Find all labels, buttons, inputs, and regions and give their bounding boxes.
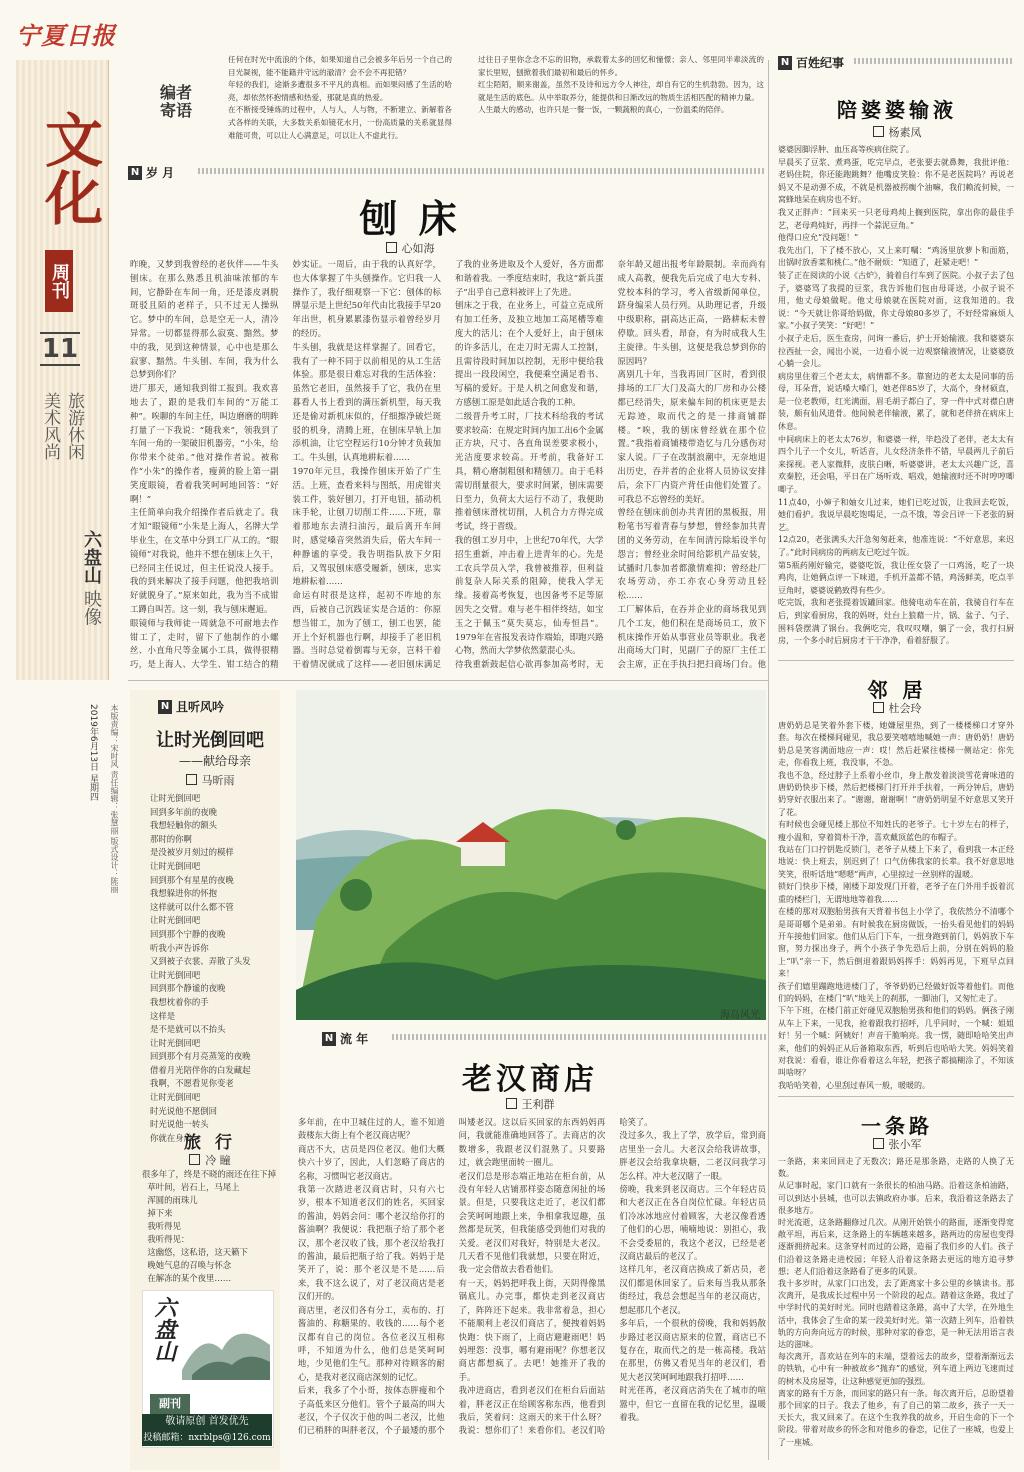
baixing-tag-label: 百姓纪事 <box>796 56 845 70</box>
liupanshan-contact: 投稿邮箱：nxrblps@126.com <box>142 1430 272 1446</box>
editor-note-col1: 任何在时光中流浪的个体，如果知道自己会被多年后另一个自己的目光凝视，能不能籍并守远的澈清？会不会不再犯错？ 年轻的我们，途渐多遭很多不平凡的真相。而如果闷感了生活的哈亮，却依然怀抱情感和热爱，那就是真的热爱。 在不断接受锤炼的过程中，人与人，人与物，不断建立、新解着各式各样的关联，大多数关系如镜花水月，一份高质量的关系就显得难能可贵，可以让人心满意足，可以让人不虚此行。 <box>228 55 452 140</box>
baixing-tag: N 百姓纪事 <box>778 54 844 71</box>
linju-title: 邻 居 <box>867 678 927 702</box>
shiguang-subtitle: ——献给母亲 <box>178 754 251 768</box>
suiyue-title: 刨 床 <box>359 196 461 241</box>
suiyue-author-name: 心如海 <box>401 242 435 255</box>
column-topics <box>36 392 86 460</box>
yilu-author-name: 张小军 <box>888 1138 922 1151</box>
shiguang-author-name: 马昕雨 <box>201 774 235 787</box>
liunian-author-name: 王利群 <box>521 1098 555 1111</box>
shiguang-body: 让时光倒回吧 回到多年前的夜晚 我想轻触你的额头 那时的你啊 是没被岁月刻过的模样 让时光倒回吧 回到那个有星星的夜晚 我想躲进你的怀抱 这样就可以什么都不管 让时光倒回吧 回到那个宁静的夜晚 听我小声告诉你 又到被子衣裳、弄散了头发 让时光倒回吧 回到那个静谧的夜晚 我想枕着你的手 这样是 是不是就可以不抬头 让时光倒回吧 回到那个有月亮蒸笼的夜晚 借着月光陪伴你的白发藏起 我啊，不愿看见你变老 让时光倒回吧 时光说他不愿倒回 时光说他一转头 你就在身后 <box>150 793 251 1143</box>
linju-author <box>780 700 1014 716</box>
page-number: 11 <box>41 334 79 364</box>
photo-caption: 海岛风光 <box>720 1010 760 1021</box>
lvxing-author-name: 冷 瞳 <box>205 1154 231 1167</box>
topic-liupanshan: 六盘山 <box>81 530 102 584</box>
credits: 本版责编：宋时风 责任编辑：张慧丽 版式设计：陈丽 <box>110 704 119 894</box>
mountain-art <box>182 1300 270 1380</box>
lvxing-title: 旅 行 <box>184 1133 236 1153</box>
liunian-title: 老汉商店 <box>462 1062 598 1097</box>
suiyue-author <box>330 240 490 256</box>
suiyue-body: 昨晚，又梦到我曾经的老伙伴——牛头刨床。在那么熟悉且机油味浓郁的车间，它静卧在车间一角，还是漆皮剥脱斑驳且陌的老样子，只不过无人操纵它。梦中的车间，总是空无一人，清冷异常。一切都显得那么寂寞、黯然。梦中的我，见到这种情景，心中也是那么寂寥、黯然。牛头刨、车间，我为什么总梦到你们？ 进厂那天，通知我到钳工报到。我欢喜地去了，跟的是我们车间的“万能工种”。唉聊的车间主任，叫边磨磨的明眸打量了一下我说：“随我来”，领我到了车间一角的一架破旧机器旁，“小朱，给你带来个徒弟。”他对操作者说。被称作“小朱”的操作者，瘦黄的脸上第一副笑度眼镜，看着我笑呵呵地回答：“好啊！” 主任简单向我介绍操作者后就走了。我才知“眼镜师”小朱是上海人，名牌大学毕业生，在文革中分到工厂从工的。“眼镜师”对我说，他并不想在刨床上久干，已经同主任说过，但主任说没人接手。我的到来解决了接手问题，他把我培训好就脱身了。”原来如此，我为当不成钳工蹲自叫苦。这一刻，我与刨床邂逅。 眼镜师与我师徒一周就急不可耐地去作钳工了，走时，留下了他制作的小螺丝、小直角尺等金属小工具，做得很精巧，是上海人、大学生、钳工结合的精妙实证。一周后，由于我的认真好学，也大体掌握了牛头刨操作。它归我一人操作了，我仔细观察一下它：刨体的标牌显示是上世纪50年代由比我接手早20年出世，机身累累漆伤显示着曾经岁月的经历。 牛头刨，我就是这样掌握了。回看它，我有了一种不同于以前相见的从工生活体验。那是很日难忘对我的生活体验：虽然它老旧，虽然接手了它，我仍在里暮看人书上看到的满压新机型，每天我还是偷对新机床似的，仔细擦净破烂斑驳的机身，清腾上班，在刨床早轨上加添机油，让它空程运行10分钟才负载加工。牛头刨，认真地耕耘着…… 1970年元旦，我操作刨床开始了广生活。上班，查看来料与图纸，用虎钳夹装工件，装好刨刀，打开电钮，插动机床手轮，让刨刀切削工件……下班，靠着那地东去清扫油污，最后离开车间时，感觉嗓音突然消失后，偌大车间一种静谧的享受。我告明指队放下夕阳后，又驾驭刨床感受履新，刨床，忠实地耕耘着…… 命运有时很是这样，起初不咋地的东西，后被自己沉践证实是合适的：你原想当钳工，加为了刨工，刨工也罢，能开上个好机器也行啊，却接手了老旧机器。当时总觉着倒霉与无奈，岂料干着干着情况就成了这样——老旧刨床满足了我的业务进取及个人爱好，各方面都和谐着我。一季度结束时，我这“新兵蛋子”出乎自己意料被评上了先进。 刨床之于我，在业务上，可益立克成所有加工任务，及独立地加工高尾槽等难度大的活儿；在个人爱好上，由于刨床的许多活儿，在走刀时无需人工控制，且需待段时间加以控制，无形中便给我提出一段段闲空，我便乘空满足看书、写稿的爱好。于是人机之间愈发和谐，方感刨工原是如此适合我的工种。 二级晋升考工时，厂技术科给我的考试要求较高：在规定时间内加工出6个金属正方块，尺寸、各直角误差要求极小，光洁度要求较高。开考前，我备好工具，精心磨制粗刨和精刨刀。由于毛料需切削量很大，要求时间紧，刨床需要日至力，负荷太大运行不动了，我便助推着刨床滑枕切削，人机合力方得完成考试，终于晋级。 我的刨工岁月中，上世纪70年代，大学招生重新，冲击着上进青年的心。先是工农兵学员入学，我曾被推荐，但利益前复杂人际关系的阻障，使我入学无缘。接着高考恢复，也因备考不足等原因失之交臂。难与老牛相伴终结，如宝玉之于佩玉“莫失莫忘，仙寿恒昌”。1979年在省报发表诗作端始，即跑兴路心物，然而大学梦依然蒙混心头。 待我重新鼓起信心欲再参加高考时，无奈年龄又超出报考年龄限制。幸而尚有成人高教，便我先后完成了电大专科、党校本科的学习，考入省级新闻单位，跻身编采人员行列。从助理记者，升级中级职称，副高达正高，一路耕耘未曾停歇。回头看，昂奋，有为时成我人生主旋律。牛头刨，这便是我总梦到你的原因吗？ 离别几十年，当我再回厂区时，看到很排场的工厂大门及高大的厂房和办公楼都已经消失，原来偏车间的机床更是去无踪迹，取而代之的是一排商铺群楼。“唉，我的刨床曾经就在那个位置。”我指着商铺楼带造忆与几分感伤对家人说。厂子在改制浪潮中，无奈地退出历史，吞并者的企业将人员协议安排后，余下厂内资产背任由他们处置了。可我总不忘曾经的美好。 曾经在刨床前创办共青团的黑板报，用粉笔书写着青春与梦想，曾经参加共青团的义务劳动，在车间清污除垢设半句怨言；曾经业余时间给影机产品安装，试播时几参加者都激情难抑；曾经赴厂农场劳动，亦工亦农心身劳动且轻松…… 工厂解体后，在吞并企业的商场我见到几个工友，他们积在是商场员工，放下机床操作开始从事营业员等职业。我老出商场大门时，见副厂子的原厂主任工会主席，正在手执扫把扫商场门台。他 <box>130 259 766 670</box>
edition-date: 2019年6月13日 星期四 <box>88 704 98 801</box>
baixing-author-name: 杨素凤 <box>888 126 922 139</box>
baixing-body: 婆婆因脚浮肿、血压高等疾病住院了。 早晨买了豆浆、煮鸡蛋，吃完早点，老张要去就鼻舞，我批评他：老妈住院，你还能跑跳舞？他嘴皮笑脸：你不是老医院吗？再说老妈又不是动弹不成，不就是机器被拐瘸个油嘛，我们赖流何候，一窝蜂地呆在病房也不好。 我又正胖声：“回来买一只老母鸡炖上搁到医院，拿出你的最佳手艺，老母鸡炖好，再拌一个蒜泥豆角。” 他得口应允“没问题！” 我先出门，下了楼不放心，又上来叮嘱：“鸡汤里放萝卜和面筋，出锅时放香菜和桃仁。”他不耐烦：“知道了，赶紧走吧！” 装了正在阅读的小说《古炉》，骑着自行车到了医院。小叔子去了包子，婆婆骂了我提的豆浆，我告诉他们包由母哥送，小叔子说不用，他丈母娘做呢。他丈母娘就在医院对面，这我知道的。我说：“今天就让你哥给妈做，你丈母娘80多岁了，不好经常麻烦人家。”小叔子笑笑：“好吧！” 小叔子走后，医生查房，问询一番后，护士开始输液。我和婆婆东拉西扯一会，闻出小说，一边看小说一边观察输液情况，让婆婆放心躺一会儿。 病房里住着三个老太太，病情都不多。靠窗边的老太太是同事的岳母，耳朵背，说话嗓大嗓门，她老伴85岁了，大高个，身材硕直，是一位老教师，红光满面，眉毛胡子都白了，穿一件中式对襟白唐装，颇有仙风道骨。他间候老伴输液，累了，就和老伴挤在病床上休息。 中间病床上的老太太76岁，和婆婆一样，毕趋没了老伴，老太太有四个儿子一个女儿，听话音，儿女经济条件不错，早晨两儿子前后来探视。老人家微胖，皮肤白晰，听婆婆讲，老太太兴趣广泛，喜欢秦腔，还会唱，平日在广场听戏、唱戏，她输液时还不时哼哼唧唧子。 11点40，小婶子和妯女儿过来，她们已吃过饭，让我回去吃饭，她们看护。我说早晨吃饱喝足，一点不饿，等会吕评一下老张的厨艺。 12点20，老张满头大汗急匆匆赶来，他准连说：“不好意思，来迟了。”此时同病房的两病友已吃过午饭。 第5瓶药刚好输完，婆婆吃饭，我让侄女袋了一口鸡汤，吃了一块鸡肉，让她俩点评一下味道，手机开盖都不错，鸡汤鲜美，吃点半豆角时，婆婆说鹤致得有些少。 吃完饭，我和老张提着饭罐回家。他骑电动车在前，我骑自行车在后，到家看厨房，我的妈呀，灶台上狼藉一片，锅、盆子、勺子、围料袋摆满了锅台。我俩吃完，我叹叹嘲，躺了一会，我打扫厨房，一个多小时后厨房才干干净净，看着舒服了。 <box>778 145 1014 646</box>
weekly-label: 周刊 <box>45 250 73 312</box>
newspaper-logo: 宁夏日报 <box>16 21 116 50</box>
liunian-body: 多年前，在中卫城住过的人，谁不知道鼓楼东大街上有个老汉商店呢？ 商店不大，店员是四位老汉。他们大概快六十岁了，因此，人们忽略了商店的名称，习惯叫它老汉商店。 我第一次踏进老汉商店时，只有六七岁，根本不知道老汉们的姓名，买回家的酱油，妈妈会问：哪个老汉给你打的酱油啊？我便说：我把瓶子给了那个老汉，那个老汉收了钱，那个老汉给我打的酱油，最后把瓶子给了我。妈妈于是笑开了，说：那个老汉是不是……后来，我不这么说了，对了老汉商店是老汉们开的。 商店里，老汉们各有分工，卖布的、打酱油的、称糖果的、收钱的……每个老汉都有自己的岗位。各位老汉互相称呼，不知道为什么，他们总是笑呵呵地，少见他们生气。那种对待顾客的耐心，是我对老汉商店深刻的记忆。 后来，我多了个小哥，按体态胖瘦和个子高低来区分他们。管个子最高的叫大老汉，个子仅次于他的叫二老汉，比他们已稍胖的叫胖老汉，个子最矮的那个叫矮老汉。这以后买回家的东西妈妈再问，我就能准确地回答了。去商店的次数增多，我跟老汉们混熟了。只要路过，就会跑里面转一圈儿。 老汉们总是形态端正地站在柜台前，从没有年轻人店铺那样姿态随意闲扯的场景。但是，只要我这走近了，老汉们都会笑呵呵地跟上来，争相拿我逗趣，虽然都是玩笑，但我能感受到他们对我的关爱。老汉们对我好，特别是大老汉。几天看不见他们我就想，只要在附近，我一定会借故去看看他们。 有一天，妈妈把呼我上街，天阴得像黑锅底儿。办完事，都快走到老汉商店了，阵阵还下起来。我非常着急，担心不能顺利上老汉们商店了，便拽着妈妈快跑：快下雨了，上商店避避雨吧！妈妈埋怨：没事，哪有避雨呢？你想老汉商店都想疯了。去吧！她推开了我的手。 我冲进商店，看到老汉们在柜台后面站着，胖老汉正在给顾客称东西，他看到我后，笑着问：这雨天的来干什么呀？我说：想你们了！来看你们。老汉们哈哈笑了。 没过多久，我上了学，放学后，常到商店里坐一会儿。大老汉会给我讲故事，胖老汉会给我拿块糖，二老汉问我学习怎么样。冲大老汉瞎了一眼。 傍晚，我来到老汉商店。三个年轻店员和大老汉正在各自岗位忙碌。年轻店员们冷冰冰地应付着顾客，大老汉像看透了他们的心思，喃喃地说：别担心，我不会受委屈的，我这个老汉，已经是老汉商店最后的老汉了。 这样几年，老汉商店换成了新店员，老汉们都退休回家了。后来每当我从那条街经过，我总会想起当年的老汉商店，想起那几个老汉。 多年后，一个很秋的傍晚，我和妈妈散步路过老汉商店原来的位置，商店已不复存在，取而代之的是一栋高楼。我站在那里，仿佛又看见当年的老汉们，看见大老汉笑呵呵地跟我打招呼…… 时光荏苒，老汉商店消失在了城市的喧嚣中，但它一直留在我的记忆里，温暖着我。 <box>298 1117 766 1436</box>
liunian-tag-label: 流 年 <box>340 1032 369 1046</box>
topic-travel: 旅游休闲 <box>64 392 84 460</box>
column-topics-2 <box>62 530 102 690</box>
editor-note-label: 编者寄语 <box>160 83 193 120</box>
yilu-author <box>780 1136 1014 1152</box>
suiyue-tag-label: 岁 月 <box>146 166 175 180</box>
section-title: 文化 <box>35 110 103 226</box>
yilu-title: 一条路 <box>861 1114 933 1138</box>
suiyue-tag: N 岁 月 <box>128 164 174 181</box>
shiguang-author <box>140 772 280 788</box>
liupanshan-notice: 敬请原创 首发优先 <box>142 1414 272 1430</box>
topic-image: 映像 <box>81 589 102 626</box>
yilu-body: 一条路，来来回回走了无数次；路还是那条路，走路的人换了无数。 从记事时起，家门口就有一条很长的柏油马路。沿着这条柏油路，可以到达小县城，也可以去镇政府办事。后来，我沿着这条路去了很多地方。 时光流逝，这条路翻修过几次。从刚开始铁小的路面，逐渐变得宽敞平坦，再后来，这条路上的车辆越来越多，路两边的房屋也变得逐渐拥挤起来。这条穿村而过的公路，造福了我们乡的人们。孩子们沿着这条路走进校园；年轻人沿着这条路去更远的地方追寻梦想；老人们沿着这条路看了更多的风景。 我十多岁时，从家门口出发，去了距离家十多公里的乡镇读书。那次离开，是我成长过程中另一个阶段的起点。踏着这条路，我过了中学时代的美好时光。同时也踏着这条路，高中了大学，在外地生活中，我体会了生命的某一段美好时光。第一次踏上列车，沿着铁轨的方向奔向远方的时候，那种对家的眷恋，是一种无法用语言表达的滋味。 每次离开，喜欢站在列车的末端，望着远去的故乡，望着渐渐远去的铁轨，心中有一种被故乡“抛弃”的感觉，列车道上两边飞速而过的树木及房屋等，让这种感觉更加的强烈。 离家的路有千万条，而回家的路只有一条。每次离开后，总盼望着那个回家的日子。我去了他乡，有了自己的第二故乡，孩子一天一天长大，我又回来了。在这个生我养我的故乡，开启生命的下一个阶段。带着对故乡的怀念和对他乡的眷恋，记住了一座城，也爱上了一座城。 <box>778 1157 1014 1447</box>
lvxing-body: 很多年了，终是不晓的雨还在往下掉 草叶间，岩石上，马尾上 浑圆的雨珠儿 掉下来 我听得见 我听得见： 这幽悠，这私语，这天籁下 晚她气息的召唤与怀念 在解冻的某个夜里…… <box>142 1169 276 1283</box>
liunian-author <box>420 1096 640 1112</box>
liupanshan-label: 副刊 <box>150 1394 190 1414</box>
baixing-author <box>780 124 1014 140</box>
shiguang-title: 让时光倒回吧 <box>156 730 264 751</box>
linju-author-name: 杜会玲 <box>888 702 922 715</box>
topic-art: 美术风尚 <box>40 392 60 460</box>
editor-note-col2: 过往日子里你念念不忘的旧物，承载着太多的回忆和憧憬；亲人、邻里同半辈淡流的家长里短，刨掀着我们最初和最后的怀乡。 红尘陌陌，顺来谢盖，虽然不及诗和远方令人神往，却自有它的生机勃勃。因为，这就是生活的底色。从中举取养分，能提供和日渐改远的物质生活相匹配的精神力量。 人生最大的感动，也许只是一餐一饭，一颗蔬粮的真心，一份温柔的陪伴。 <box>478 55 764 115</box>
liunian-tag: N 流 年 <box>322 1030 368 1047</box>
baixing-title: 陪婆婆输液 <box>837 98 957 122</box>
lvxing-author <box>140 1152 280 1168</box>
island-landscape-illustration <box>296 690 766 1020</box>
linju-body: 唐奶奶总是笑着外套下楼，她嫌屋里热，到了一楼楼梯口才穿外套。每次在楼梯间碰见，我总要笑嘻嘻地喊她一声：唐奶奶！唐奶奶总是笑容满面地应一声：哎！然后赶紧往楼梯一侧站定：你先走，你看我上班，我没事，不急。 我也不急，经过脖子上系着小丝巾，身上散发着淡淡雪花膏味道的唐奶奶快步下楼，然后把楼梯门打开并手扶着，一两分钟后，唐奶奶穿好衣服出来了。“谢谢，谢谢啊！”唐奶奶明显不好意思又笑开了花。 有时候也会碰见楼上那位不知姓氏的老爷子。七十岁左右的样子，瘦小温和，穿着简朴干净，喜欢戴顶蓝色的布帽子。 我站在门口拧钥匙反锁门，老爷子从楼上下来了，看到我一本正经地说：快上班去，别迟到了！口气仿佛我家的长辈。我不好意思地笑笑，很听话地“嗯嗯”两声，心里掠过一丝别样的温暖。 锁好门快步下楼，刚楼下却发现门开着，老爷子在门外用手扳着沉重的楼栏门，无谓地地等着我…… 在楼的那对双胞胎男孩有天背着书包上小学了，我依然分不清哪个是哥哥哪个是弟弟。有时候我在厨房做饭，一抬头看见他们的妈妈开车接他们回家。他们从后门下车，一扭身跑到前门，妈妈放下车窗，努力探出身子，两个小孩子争先恐后上前，分别在妈妈的脸上“叭”亲一下，然后倒退着跟妈妈挥手：妈妈再见，下班早点回来！ 孩子们嬉里蹦跑地进楼门了，爷爷奶奶已经做好饭等着他们。而他们的妈妈，在楼门“叭”地关上的刹那，一脚油门，又匆忙走了。 下午下班，在楼门前正好碰见双胞胎男孩和他们的妈妈。俩孩子刚从车上下来，一见我，抢着跟我打招呼，几乎同时，一个喊：姐姐好！另一个喊：阿姨好！声音干脆响亮。我一愣，随即哈哈笑出声来，他们的妈妈正从后备箱取东西，听到后也哈哈大笑。妈妈笑着对我说：看看，谁让你看着这么年轻，把孩子都搞糊涂了，不知该叫啥呀？ 我哈哈笑着，心里刮过春风一般，暖暖的。 <box>778 721 1014 1090</box>
liupanshan-brand: 六盘山 <box>151 1296 177 1362</box>
shiguang-tag-label: 且听风吟 <box>176 700 225 714</box>
shiguang-tag: N 且听风吟 <box>158 698 224 715</box>
